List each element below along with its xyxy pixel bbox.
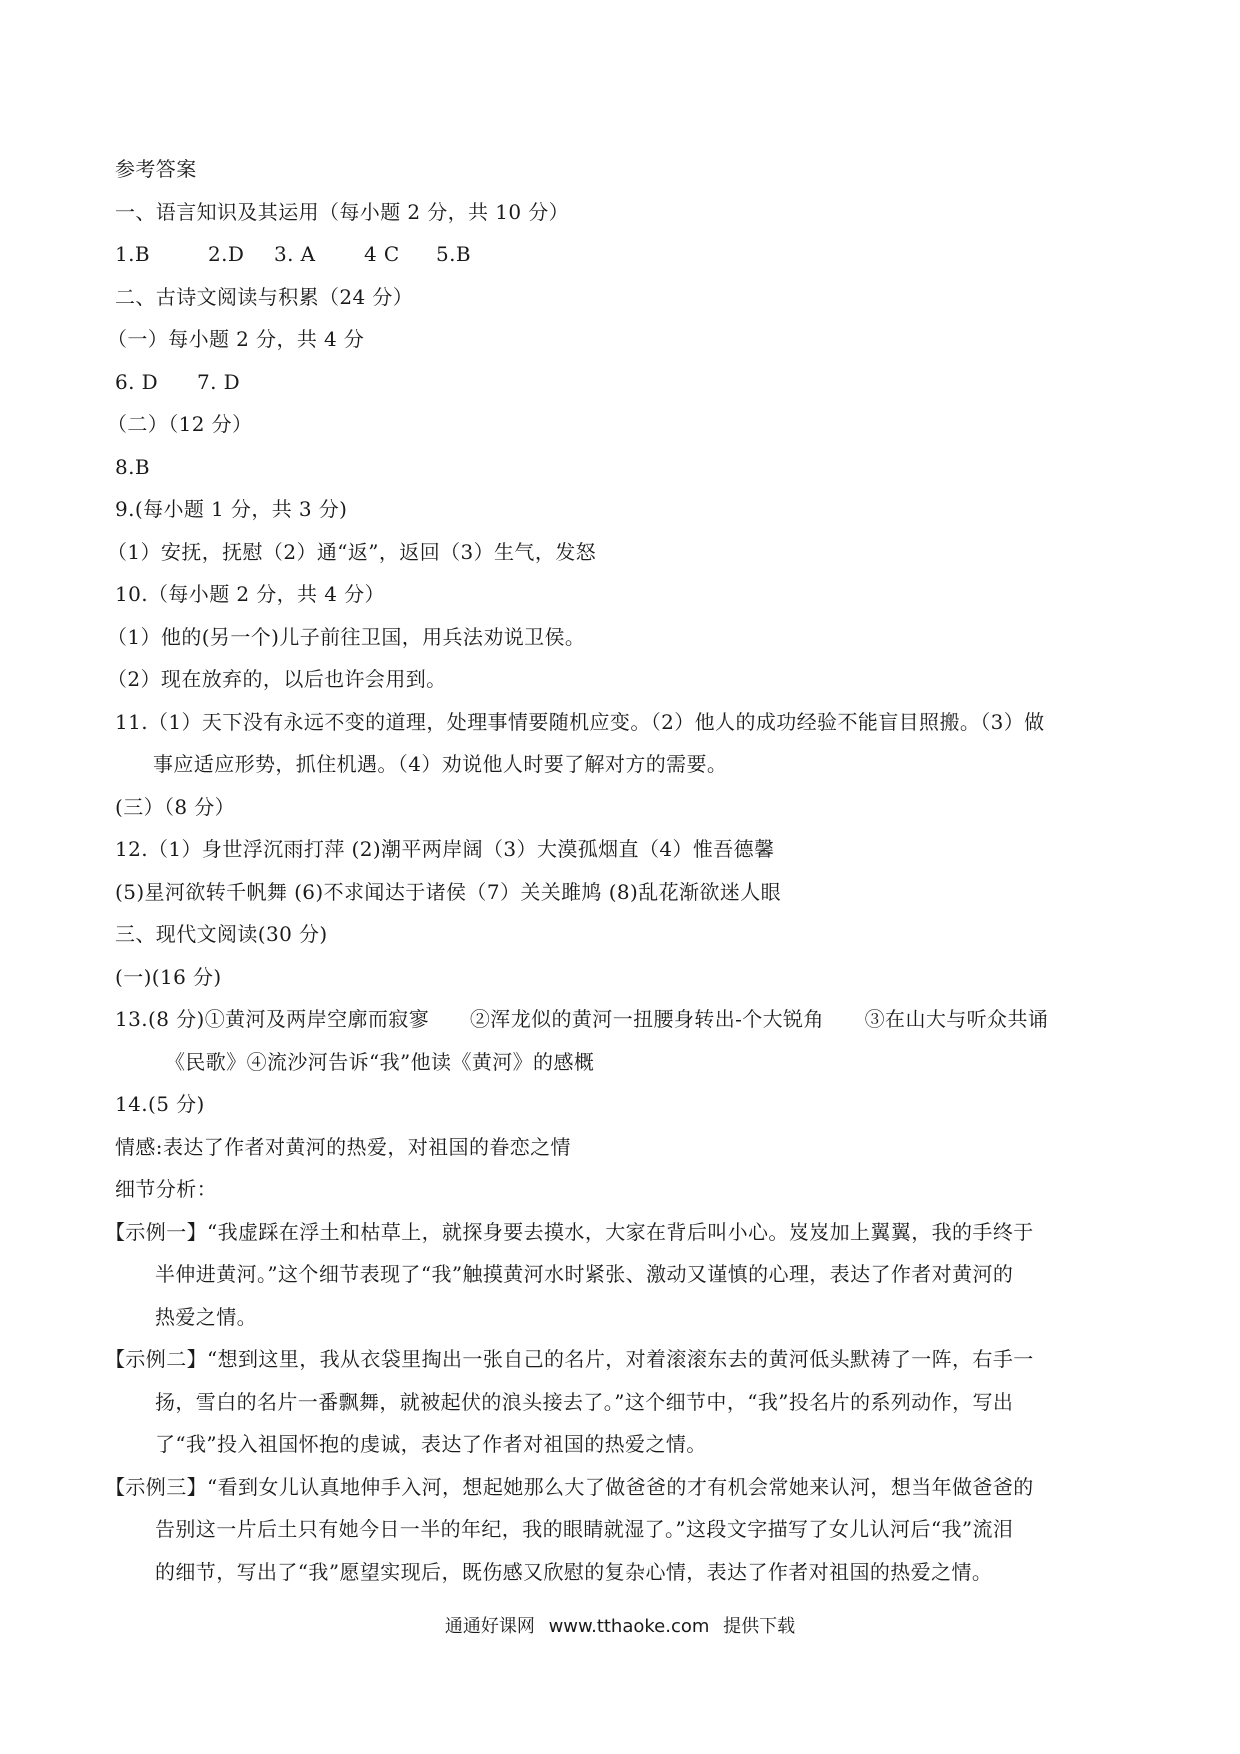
question-14-heading: 14.(5 分) [115, 1092, 205, 1116]
example-1-line: 半伸进黄河。”这个细节表现了“我”触摸黄河水时紧张、激动又谨慎的心理，表达了作者对黄河的 [155, 1262, 1014, 1286]
example-1 [105, 1211, 1135, 1339]
example-3 [105, 1466, 1135, 1594]
question-9-answer: （1）安抚，抚慰（2）通“返”，返回（3）生气，发怒 [107, 539, 597, 564]
question-10-heading: 10.（每小题 2 分，共 4 分） [115, 582, 385, 606]
section-2-part-3-heading: (三）（8 分） [115, 794, 236, 819]
section-3-part-1-heading: (一)(16 分) [115, 964, 222, 989]
example-1-line: 【示例一】“我虚踩在浮土和枯草上，就探身要去摸水，大家在背后叫小心。岌岌加上翼翼，我的手终于 [105, 1219, 1034, 1244]
example-2-line: 扬，雪白的名片一番飘舞，就被起伏的浪头接去了。”这个细节中，“我”投名片的系列动作，写出 [155, 1389, 1014, 1414]
page-footer [0, 1612, 1240, 1638]
question-10-answer-2: （2）现在放弃的，以后也许会用到。 [107, 667, 447, 691]
question-13-answer-line-1: 13.(8 分)①黄河及两岸空廓而寂寥 ②浑龙似的黄河一扭腰身转出-个大锐角 ③在山大与听众共诵 [115, 1007, 1049, 1031]
section-2-part-1-heading: （一）每小题 2 分，共 4 分 [107, 327, 365, 351]
section-1-heading: 一、语言知识及其运用（每小题 2 分，共 10 分） [115, 199, 570, 224]
section-2-heading: 二、古诗文阅读与积累（24 分） [115, 284, 414, 309]
example-3-line: 告别这一片后土只有她今日一半的年纪，我的眼睛就湿了。”这段文字描写了女儿认河后“我”流泪 [155, 1517, 1014, 1541]
emotion-answer: 情感:表达了作者对黄河的热爱，对祖国的眷恋之情 [115, 1134, 571, 1159]
question-13-answer-line-2: 《民歌》④流沙河告诉“我”他读《黄河》的感概 [165, 1049, 595, 1074]
footer-site-name: 通通好课网 [444, 1616, 535, 1637]
question-9-heading: 9.(每小题 1 分，共 3 分) [115, 497, 348, 521]
answer-item: 2.D [208, 242, 245, 266]
answer-item: 3. A [274, 242, 316, 266]
question-8-answer: 8.B [115, 454, 150, 479]
section-2-part-2-heading: （二）（12 分） [107, 412, 253, 436]
detail-analysis-heading: 细节分析： [115, 1177, 217, 1201]
section-1-answers [115, 233, 1135, 276]
footer-url[interactable]: www.tthaoke.com [548, 1616, 710, 1637]
answer-item: 4 C [364, 242, 400, 266]
question-11-answer-line-1: 11.（1）天下没有永远不变的道理，处理事情要随机应变。（2）他人的成功经验不能盲目照搬。（3）做 [115, 709, 1045, 734]
example-2-line: 了“我”投入祖国怀抱的虔诚，表达了作者对祖国的热爱之情。 [155, 1432, 707, 1456]
question-10-answer-1: （1）他的(另一个)儿子前往卫国，用兵法劝说卫侯。 [107, 624, 586, 649]
answer-content [105, 148, 1135, 1593]
answer-item: 5.B [436, 242, 471, 266]
question-11-answer-line-2: 事应适应形势，抓住机遇。（4）劝说他人时要了解对方的需要。 [153, 752, 728, 776]
example-3-line: 的细节，写出了“我”愿望实现后，既伤感又欣慰的复杂心情，表达了作者对祖国的热爱之情。 [155, 1559, 993, 1584]
section-3-heading: 三、现代文阅读(30 分) [115, 922, 328, 946]
answer-item: 7. D [197, 369, 241, 394]
question-12-answer-line-2: (5)星河欲转千帆舞 (6)不求闻达于诸侯（7）关关雎鸠 (8)乱花渐欲迷人眼 [115, 879, 782, 904]
example-3-line: 【示例三】“看到女儿认真地伸手入河，想起她那么大了做爸爸的才有机会常她来认河，想当年做爸爸的 [105, 1474, 1034, 1499]
answer-item: 6. D [115, 369, 159, 394]
answer-item: 1.B [115, 242, 150, 266]
page-title: 参考答案 [115, 157, 197, 181]
example-1-line: 热爱之情。 [155, 1304, 257, 1329]
example-2 [105, 1338, 1135, 1466]
example-2-line: 【示例二】“想到这里，我从衣袋里掏出一张自己的名片，对着滚滚东去的黄河低头默祷了一阵，右手一 [105, 1347, 1034, 1371]
section-2-part-1-answers [115, 361, 1135, 404]
footer-suffix: 提供下载 [723, 1616, 796, 1637]
question-12-answer-line-1: 12.（1）身世浮沉雨打萍 (2)潮平两岸阔（3）大漠孤烟直（4）惟吾德馨 [115, 837, 775, 861]
